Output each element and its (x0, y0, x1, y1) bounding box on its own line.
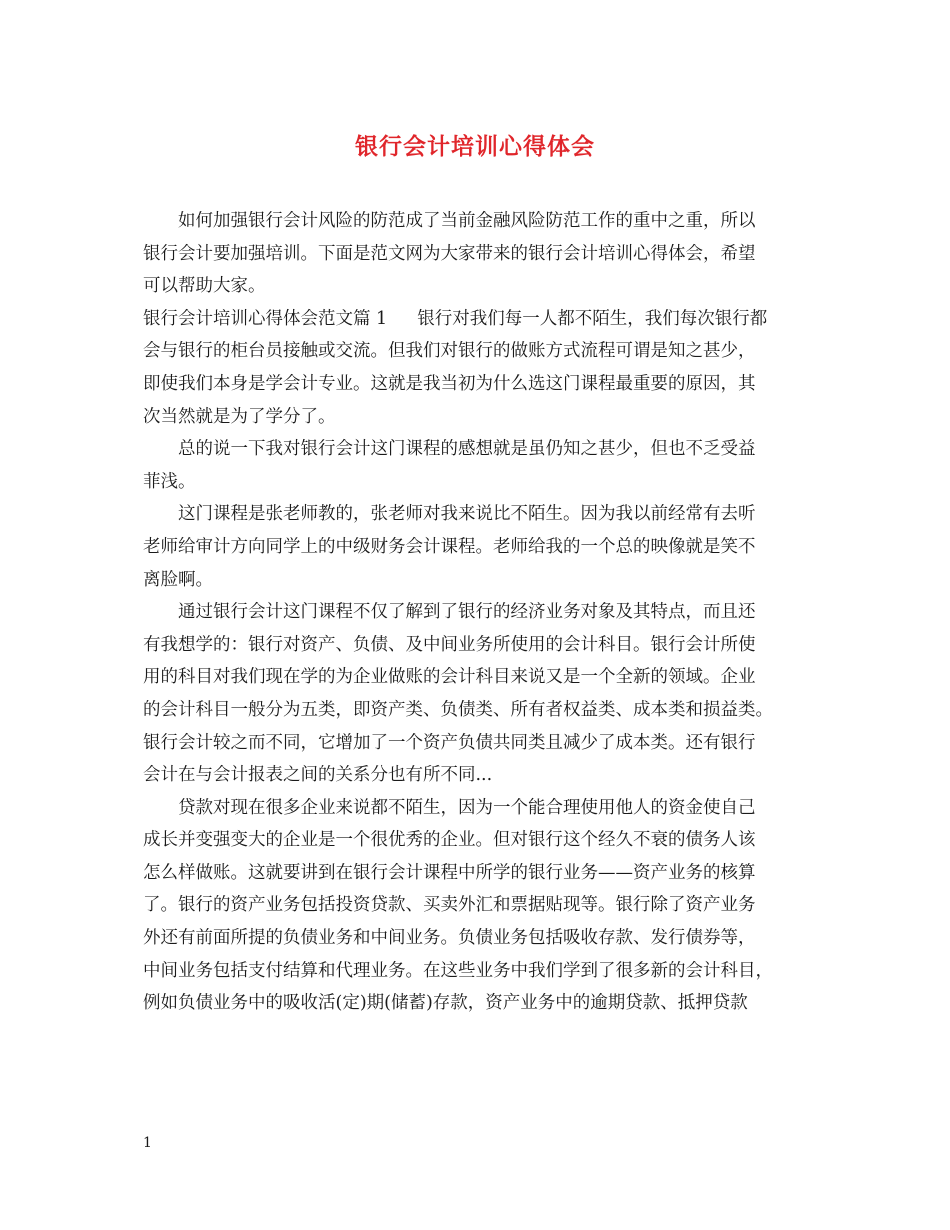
text-line: 成长并变强变大的企业是一个很优秀的企业。但对银行这个经久不衰的债务人该 (143, 830, 756, 851)
text-line: 即使我们本身是学会计专业。这就是我当初为什么选这门课程最重要的原因，其 (143, 373, 756, 394)
text-line: 离脸啊。 (143, 569, 213, 590)
text-line: 外还有前面所提的负债业务和中间业务。负债业务包括吸收存款、发行债券等， (143, 928, 756, 949)
document-body (143, 205, 823, 1020)
page-number: 1 (143, 1135, 152, 1151)
text-line: 贷款对现在很多企业来说都不陌生，因为一个能合理使用他人的资金使自己 (178, 797, 756, 818)
text-line-tail: 银行对我们每一人都不陌生，我们每次银行都 (417, 308, 768, 329)
text-line: 会与银行的柜台员接触或交流。但我们对银行的做账方式流程可谓是知之甚少， (143, 341, 756, 362)
text-line: 银行会计较之而不同，它增加了一个资产负债共同类且减少了成本类。还有银行 (143, 732, 756, 753)
text-line: 次当然就是为了学分了。 (143, 406, 336, 427)
text-line: 中间业务包括支付结算和代理业务。在这些业务中我们学到了很多新的会计科目， (143, 960, 773, 981)
text-line: 可以帮助大家。 (143, 276, 266, 297)
text-line: 有我想学的：银行对资产、负债、及中间业务所使用的会计科目。银行会计所使 (143, 634, 756, 655)
text-line: 如何加强银行会计风险的防范成了当前金融风险防范工作的重中之重，所以 (178, 211, 756, 231)
section-heading: 银行会计培训心得体会范文篇 1 (143, 308, 388, 329)
text-line: 银行会计要加强培训。下面是范文网为大家带来的银行会计培训心得体会，希望 (143, 243, 756, 264)
text-line: 用的科目对我们现在学的为企业做账的会计科目来说又是一个全新的领域。企业 (143, 667, 756, 688)
text-line: 例如负债业务中的吸收活(定)期(储蓄)存款，资产业务中的逾期贷款、抵押贷款 (143, 993, 748, 1014)
text-line-with-heading (143, 303, 823, 336)
text-line: 总的说一下我对银行会计这门课程的感想就是虽仍知之甚少，但也不乏受益 (178, 439, 756, 460)
text-line: 通过银行会计这门课程不仅了解到了银行的经济业务对象及其特点，而且还 (178, 602, 756, 623)
document-title: 银行会计培训心得体会 (355, 133, 595, 160)
text-line: 这门课程是张老师教的，张老师对我来说比不陌生。因为我以前经常有去听 (178, 504, 756, 525)
text-line: 会计在与会计报表之间的关系分也有所不同... (143, 765, 493, 786)
text-line: 菲浅。 (143, 471, 196, 492)
text-line: 怎么样做账。这就要讲到在银行会计课程中所学的银行业务——资产业务的核算 (143, 862, 756, 883)
text-line: 老师给审计方向同学上的中级财务会计课程。老师给我的一个总的映像就是笑不 (143, 536, 756, 557)
text-line: 的会计科目一般分为五类，即资产类、负债类、所有者权益类、成本类和损益类。 (143, 699, 773, 720)
text-line: 了。银行的资产业务包括投资贷款、买卖外汇和票据贴现等。银行除了资产业务 (143, 895, 756, 916)
